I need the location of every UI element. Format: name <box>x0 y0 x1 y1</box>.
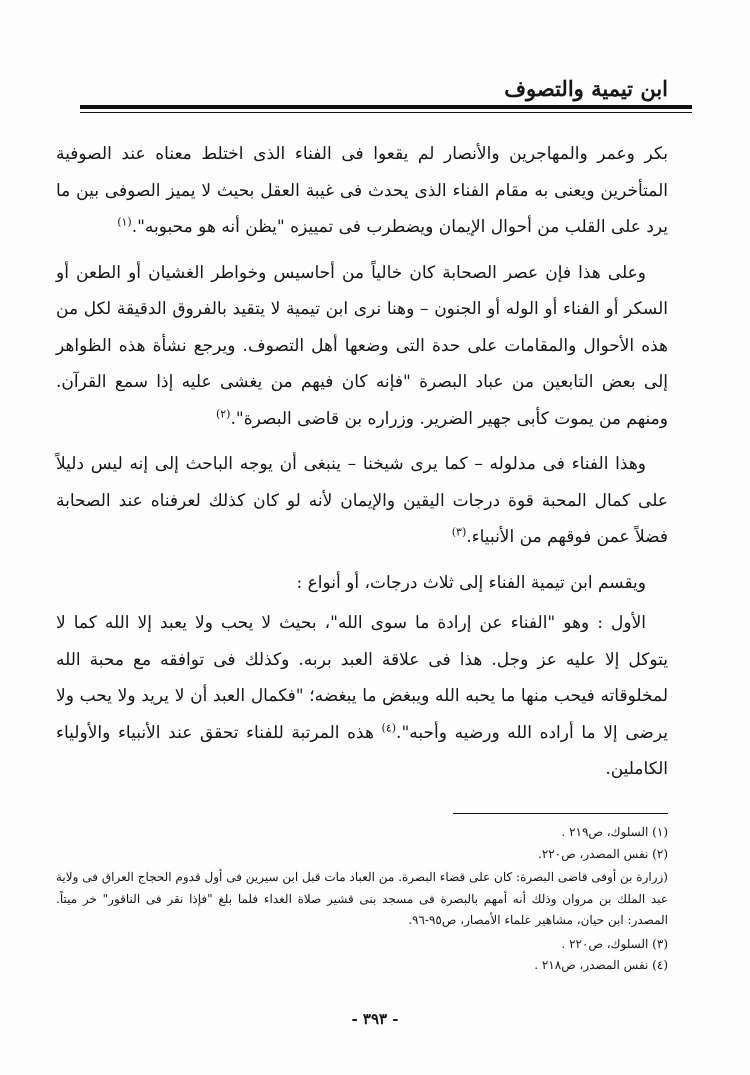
paragraph-1-text: بكر وعمر والمهاجرين والأنصار لم يقعوا فى الفناء الذى اختلط معناه عند الصوفية المتأخرين ويعنى به مقام الفناء الذى يحدث فى غيبة العقل بحيث لا يميز الصوفى بين ما يرد على القلب من أحوال الإيمان ويضطرب فى تمييزه "يظن أنه هو محبوبه". <box>56 144 668 237</box>
page-number: - ٣٩٣ - <box>351 1010 399 1028</box>
footnote-2-note: (زرارة بن أوفى قاضى البصرة: كان على قضاء البصرة. من العباد مات قبل ابن سيرين فى أول قدوم الحجاج العراق فى ولاية عبد الملك بن مروان وذلك أنه أمهم بالبصرة فى مسجد بنى قشير صلاة الغداء فلما بلغ "فإذا نقر فى الناقور" خر ميتاً. المصدر: ابن حيان، مشاهير علماء الأمصار، ص٩٥-٩٦. <box>56 870 668 927</box>
header-rule-thin <box>80 112 692 113</box>
footnote-ref-3: (٣) <box>451 525 467 539</box>
body-text <box>56 136 668 797</box>
footnote-3: (٣) السلوك، ص٢٢٠ . <box>561 936 668 951</box>
paragraph-5-text-a: الأول : وهو "الفناء عن إرادة ما سوى الله"، بحيث لا يحب ولا يعبد إلا الله كما لا يتوكل إلا عليه عز وجل. هذا فى علاقة العبد بربه. وكذلك فى توافقه مع محبة الله لمخلوقاته فيحب منها ما يحبه الله ويبغض ما يبغضه؛ "فكمال العبد أن لا يريد ولا يحب ولا يرضى إلا ما أراده الله ورضيه وأحبه". <box>56 613 668 743</box>
footnote-ref-4: (٤) <box>381 720 397 734</box>
header-rule-thick <box>80 105 692 109</box>
paragraph-4-text: ويقسم ابن تيمية الفناء إلى ثلاث درجات، أو أنواع : <box>296 572 646 593</box>
paragraph-2-text: وعلى هذا فإن عصر الصحابة كان خالياً من أحاسيس وخواطر الغشيان أو الطعن أو السكر أو الفناء أو الوله أو الجنون – وهنا نرى ابن تيمية لا يتقيد بالفروق الدقيقة لكل من هذه الأحوال والمقامات على حدة التى وضعها أهل التصوف. ويرجع نشأة هذه الظواهر إلى بعض التابعين من عباد البصرة "فإنه كان فيهم من يغشى عليه إذا سمع القرآن. ومنهم من يموت كأبى جهير الضرير. وزراره بن قاضى البصرة". <box>56 262 668 429</box>
footnotes <box>56 822 668 977</box>
footnote-ref-1: (١) <box>117 215 132 229</box>
footnote-2: (٢) نفس المصدر، ص٢٢٠. <box>538 846 668 861</box>
paragraph-3 <box>56 446 668 556</box>
footnote-1: (١) السلوك، ص٢١٩ . <box>561 825 668 839</box>
paragraph-1 <box>56 136 668 246</box>
footnote-ref-2: (٢) <box>215 406 231 420</box>
paragraph-4 <box>56 565 668 602</box>
paragraph-5-text-b: هذه المرتبة للفناء تحقق عند الأنبياء والأولياء الكاملين. <box>56 722 668 779</box>
paragraph-2 <box>56 255 668 438</box>
footnote-rule <box>453 813 668 814</box>
running-header-title: ابن تيمية والتصوف <box>504 76 668 101</box>
paragraph-5 <box>56 605 668 788</box>
footnote-4: (٤) نفس المصدر، ص٢١٨ . <box>534 958 668 972</box>
paragraph-3-text: وهذا الفناء فى مدلوله – كما يرى شيخنا – ينبغى أن يوجه الباحث إلى إنه ليس دليلاً على كمال المحبة قوة درجات اليقين والإيمان لأنه لو كان كذلك لعرفناه عند الصحابة فضلاً عمن فوقهم من الأنبياء. <box>56 454 668 547</box>
